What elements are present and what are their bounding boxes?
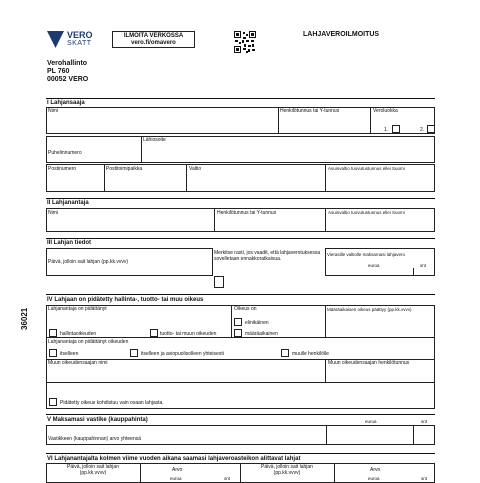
recipient-name-field[interactable] xyxy=(46,107,279,134)
donor-name-field[interactable] xyxy=(46,208,215,232)
country-label: Valtio xyxy=(189,166,202,172)
advance-ruling-checkbox[interactable] xyxy=(214,276,224,288)
tax-class-1-label: 1. xyxy=(384,127,389,133)
self-label: itselleen xyxy=(60,351,79,357)
other-name-label: Muun oikeudensaajan nimi xyxy=(48,360,108,366)
consideration-row[interactable] xyxy=(46,425,435,445)
tax-class-label: Veroluokka xyxy=(373,108,398,114)
foreign-tax-cent-label: snt xyxy=(420,263,427,268)
advance-ruling-note-line-2: sovelletaan ennakkoratkaisua. xyxy=(214,256,282,262)
reserved-for-label: Lahjanantaja on pidättänyt oikeuden xyxy=(48,339,129,345)
prior-gift-2-cent-label: snt xyxy=(421,476,428,481)
address-line-3: 00052 VERO xyxy=(47,76,89,83)
section-2-title: II Lahjanantaja xyxy=(47,200,89,206)
self-checkbox[interactable] xyxy=(49,349,57,357)
logo-text-top: VERO xyxy=(67,30,93,40)
postal-place-label: Postitoimipaikka xyxy=(106,166,143,172)
online-filing-label: ILMOITA VERKOSSA xyxy=(123,33,184,39)
section-5-title: V Maksamasi vastike (kauppahinta) xyxy=(47,417,148,423)
consideration-euro-label: euroa xyxy=(365,419,377,424)
self-spouse-checkbox[interactable] xyxy=(130,349,138,357)
fixed-term-label: määräaikainen xyxy=(245,331,278,337)
form-title: LAHJAVEROILMOITUS xyxy=(303,31,380,38)
prior-gift-1-euro-label: euroa xyxy=(170,476,182,481)
street-label: Lähiosoite xyxy=(143,137,166,143)
advance-ruling-note-line-1: Merkitse rasti, jos vaadit, että lahjaverotuksessa xyxy=(214,250,321,256)
fixed-term-checkbox[interactable] xyxy=(234,329,242,337)
other-hetu-label: Muun oikeudensaajan henkilötunnus xyxy=(328,360,410,366)
tax-class-2-label: 2. xyxy=(420,127,425,133)
recipient-name-label: Nimi xyxy=(48,108,58,114)
logo-text-bottom: SKATT xyxy=(67,40,92,47)
self-spouse-label: itselleen ja aviopuolisolleen yhteisesti xyxy=(141,351,224,357)
recipient-hetu-label: Henkilötunnus tai Y-tunnus xyxy=(280,108,340,114)
tuotto-checkbox[interactable] xyxy=(150,329,158,337)
hallintaoikeus-label: hallintaoikeuden xyxy=(60,331,97,337)
prior-gift-1-date-label xyxy=(48,464,138,476)
qr-code xyxy=(234,31,256,53)
prior-gift-2-euro-label: euroa xyxy=(368,476,380,481)
tuotto-label: tuotto- tai muun oikeuden xyxy=(160,331,217,337)
phone-label: Puhelinnumero xyxy=(48,150,82,156)
donor-hetu-label: Henkilötunnus tai Y-tunnus xyxy=(217,210,277,216)
postal-code-label: Postinumero xyxy=(48,166,77,172)
tax-class-1-checkbox[interactable] xyxy=(392,125,400,133)
address-line-2: PL 760 xyxy=(47,68,70,75)
prior-gift-1-date-line-1: Päivä, jolloin sait lahjan xyxy=(67,464,119,470)
portion-label: Pidätetty oikeus kohdistuu vain osaan lahjasta. xyxy=(60,400,164,406)
prior-gift-2-date-label xyxy=(242,464,332,476)
address-block xyxy=(47,60,88,84)
hallintaoikeus-checkbox[interactable] xyxy=(49,329,57,337)
address-line-1: Verohallinto xyxy=(47,60,88,67)
consideration-label: Vastikkeen (kauppahinnan) arvo yhteensä xyxy=(48,436,142,442)
gift-date-label: Päivä, jolloin sait lahjan (pp.kk.vvvv) xyxy=(48,259,129,265)
portion-checkbox[interactable] xyxy=(49,398,57,406)
right-type-label: Oikeus on xyxy=(234,306,257,312)
prior-gift-1-cent-label: snt xyxy=(224,476,231,481)
donor-name-label: Nimi xyxy=(48,210,58,216)
recipient-foreign-id-label: Asuinvaltio tuovutustunnus ellei Suomi xyxy=(328,166,405,171)
section-6-title: VI Lahjanantajalta kolmen viime vuoden aikana saamasi lahjaveroasteikon alittavat lahjat xyxy=(47,456,301,462)
vero-logo xyxy=(47,31,105,49)
lifelong-checkbox[interactable] xyxy=(234,318,242,326)
foreign-tax-euro-label: euroa xyxy=(368,263,380,268)
other-person-checkbox[interactable] xyxy=(281,349,289,357)
logo-mark-icon xyxy=(47,31,64,48)
prior-gift-2-value-label: Arvo xyxy=(370,467,381,473)
foreign-tax-label: Vierasille valtiolle maksamasi lahjavero xyxy=(327,252,405,257)
section-4-title: IV Lahjaan on pidätetty hallinta-, tuotto- tai muu oikeus xyxy=(47,297,204,303)
street-field[interactable] xyxy=(141,136,435,163)
consideration-cent-label: snt xyxy=(421,419,428,424)
other-person-label: muulle henkilölle xyxy=(292,351,329,357)
prior-gift-2-date-line-1: Päivä, jolloin sait lahjan xyxy=(261,464,313,470)
online-filing-box[interactable] xyxy=(112,31,195,48)
prior-gift-2-date-line-2: (pp.kk.vvvv) xyxy=(273,470,301,476)
end-date-label: Määräaikaisen oikeus päättyy (pp.kk.vvvv) xyxy=(327,307,412,312)
lifelong-label: elinikäinen xyxy=(245,320,269,326)
section-1-title: I Lahjansaaja xyxy=(47,100,85,106)
donor-foreign-id-label: Asuinvaltio tuovutustunnus ellei Suomi xyxy=(328,210,405,215)
tax-class-2-checkbox[interactable] xyxy=(427,125,435,133)
reserved-right-label: Lahjanantaja on pidättänyt xyxy=(48,306,107,312)
section-3-title: III Lahjan tiedot xyxy=(47,240,92,246)
advance-ruling-note xyxy=(214,250,324,262)
form-code: 36021 xyxy=(20,307,29,330)
prior-gift-1-value-label: Arvo xyxy=(172,467,183,473)
online-filing-url[interactable]: vero.fi/omavero xyxy=(131,40,176,46)
prior-gift-1-date-line-2: (pp.kk.vvvv) xyxy=(79,470,107,476)
country-field[interactable] xyxy=(186,164,326,192)
